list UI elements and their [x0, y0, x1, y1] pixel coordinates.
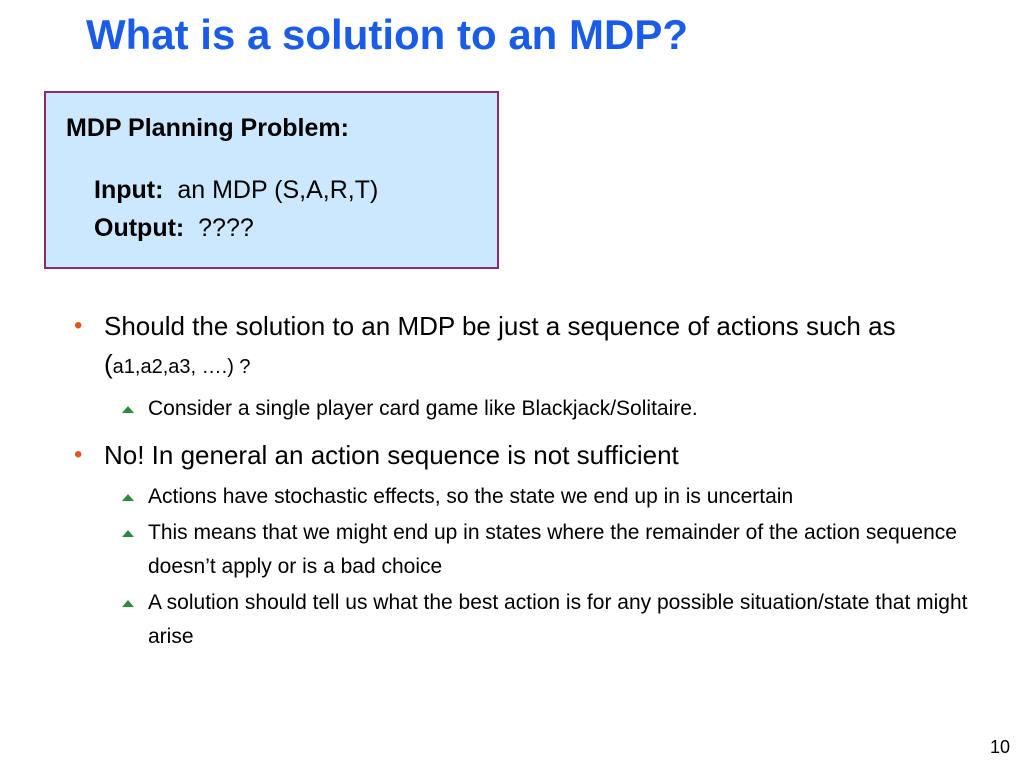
bullet-text: No! In general an action sequence is not sufficient: [104, 440, 679, 470]
sub-bullet-item: [70, 586, 970, 654]
sub-bullet-item: [70, 516, 970, 584]
input-value: an MDP (S,A,R,T): [177, 176, 379, 204]
slide-title: What is a solution to an MDP?: [86, 11, 688, 58]
output-label: Output:: [94, 214, 185, 242]
page-number: 10: [989, 737, 1010, 757]
triangle-up-icon: [122, 406, 134, 413]
triangle-up-icon: [122, 494, 134, 501]
triangle-up-icon: [122, 530, 134, 537]
input-label: Input:: [94, 176, 164, 204]
bullet-text-small: a1,a2,a3, ….) ?: [112, 356, 251, 378]
problem-input-line: [94, 175, 378, 205]
bullet-text: Should the solution to an MDP be just a sequence of actions such as (: [104, 311, 896, 379]
sub-bullet-item: [70, 392, 970, 426]
sub-bullet-text: Actions have stochastic effects, so the state we end up in is uncertain: [148, 485, 794, 508]
sub-bullet-text: Consider a single player card game like Blackjack/Solitaire.: [148, 397, 698, 420]
triangle-up-icon: [122, 600, 134, 607]
bullet-item: [70, 307, 970, 386]
output-value: ????: [198, 214, 254, 242]
sub-bullet-item: [70, 480, 970, 514]
sub-bullet-text: This means that we might end up in states where the remainder of the action sequence doesn’t apply or is a bad choice: [148, 521, 957, 578]
bullet-item: [70, 436, 970, 474]
problem-output-line: [94, 213, 254, 243]
problem-box-heading: MDP Planning Problem:: [66, 114, 349, 142]
bullet-list: [70, 307, 970, 656]
sub-bullet-text: A solution should tell us what the best action is for any possible situation/state that might arise: [148, 591, 968, 648]
bullet-dot-icon: •: [74, 441, 83, 468]
bullet-dot-icon: •: [74, 312, 83, 339]
mdp-planning-problem-box: [44, 91, 499, 269]
